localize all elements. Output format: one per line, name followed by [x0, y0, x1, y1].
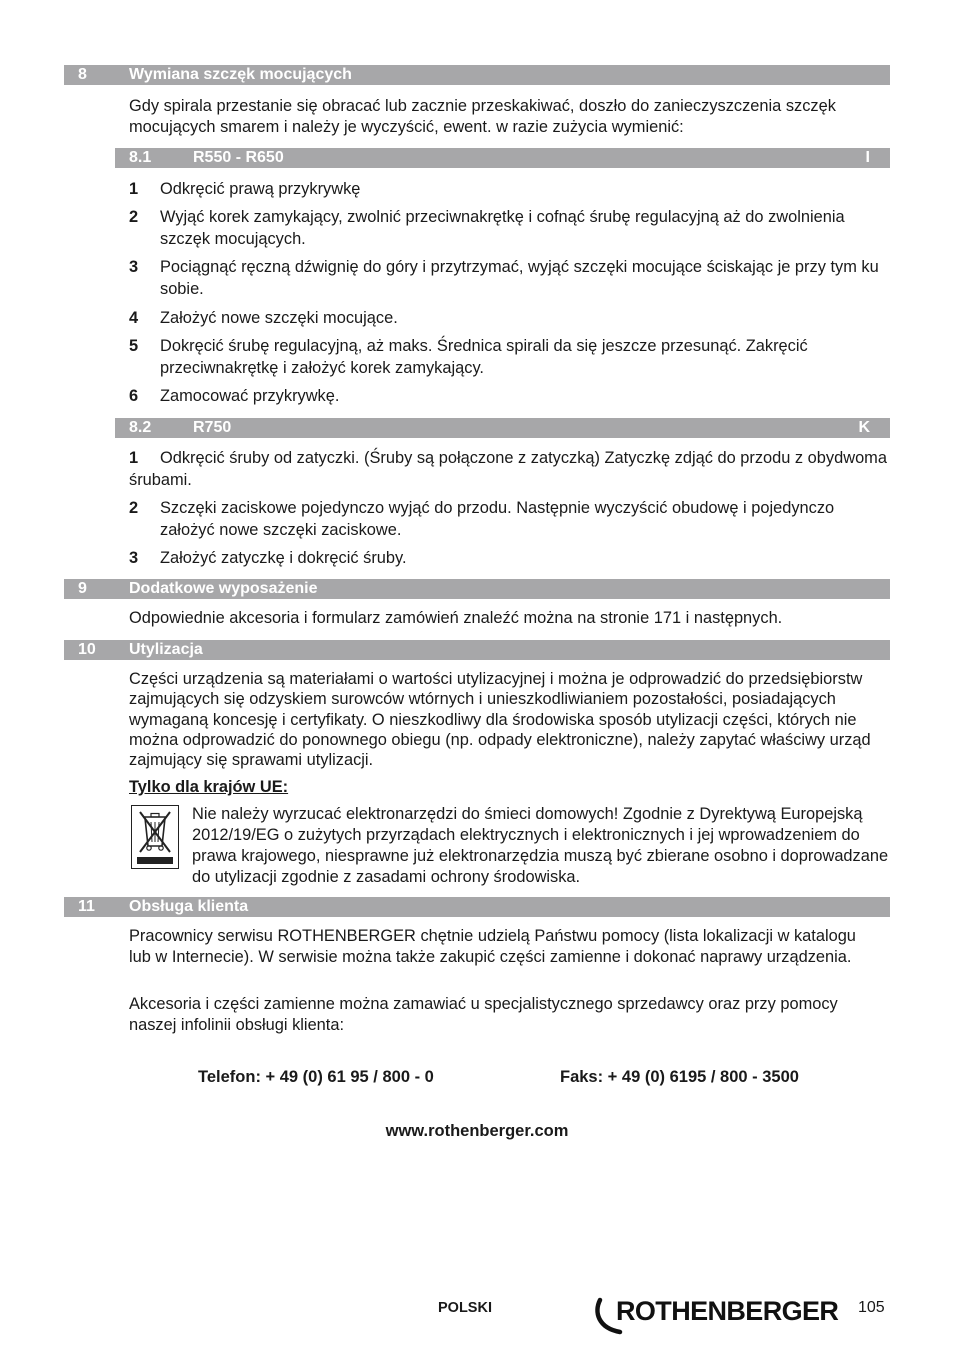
eu-only-heading: Tylko dla krajów UE: [129, 778, 289, 796]
step-item [129, 548, 889, 570]
step-number: 3 [129, 258, 139, 276]
website-link[interactable]: www.rothenberger.com [385, 1122, 569, 1140]
step-item [129, 207, 889, 250]
subsection-number: 8.1 [129, 149, 152, 166]
section-11-text-1: Pracownicy serwisu ROTHENBERGER chętnie udzielą Państwu pomocy (lista lokalizacji w katalogu lub w Internecie). W serwisie można także zakupić części zamienne i dokonać naprawy urządzenia. [129, 927, 856, 966]
section-9-text: Odpowiednie akcesoria i formularz zamówień znaleźć można na stronie 171 i następnych. [129, 609, 783, 627]
section-title: Utylizacja [129, 641, 203, 658]
step-number: 4 [129, 309, 139, 327]
subsection-number: 8.2 [129, 419, 152, 436]
step-number: 2 [129, 499, 139, 517]
figure-reference: I [865, 149, 870, 166]
step-number: 1 [129, 449, 139, 467]
step-text: Odkręcić śruby od zatyczki. (Śruby są połączone z zatyczką) Zatyczkę zdjąć do przodu z obydwoma śrubami. [129, 449, 887, 489]
footer-language: POLSKI [438, 1300, 492, 1316]
crossed-bin-icon [131, 805, 179, 869]
section-8-1-header [115, 148, 890, 168]
figure-reference: K [858, 419, 870, 436]
section-10-text: Części urządzenia są materiałami o wartości utylizacyjnej i można je odprowadzić do przedsiębiorstw zajmujących się odzyskiem surowców wtórnych i unieszkodliwianiem pozostałości, posiadających wymaganą koncesję i certyfikaty. O nieszkodliwy dla środowiska sposób utylizacji części, których nie można odprowadzić do ponownego obiegu (np. odpady elektroniczne), należy zapytać właściwy urząd zajmujący się sprawami utylizacji. [129, 670, 871, 770]
step-number: 2 [129, 208, 139, 226]
section-8-intro: Gdy spirala przestanie się obracać lub zacznie przeskakiwać, doszło do zanieczyszczenia szczęk mocujących smarem i należy je wyczyścić, ewent. w razie zużycia wymienić: [129, 97, 836, 136]
rothenberger-logo [594, 1294, 838, 1336]
step-number: 3 [129, 549, 139, 567]
section-number: 9 [78, 580, 87, 597]
section-11-text-2: Akcesoria i części zamienne można zamawiać u specjalistycznego sprzedawcy oraz przy pomocy naszej infolinii obsługi klienta: [129, 995, 838, 1034]
section-number: 11 [78, 898, 95, 915]
section-title: Obsługa klienta [129, 898, 249, 915]
step-text: Założyć zatyczkę i dokręcić śruby. [160, 549, 407, 567]
step-item [129, 336, 889, 379]
eu-disposal-text: Nie należy wyrzucać elektronarzędzi do śmieci domowych! Zgodnie z Dyrektywą Europejską 2012/19/EG o zużytych przyrządach elektrycznych i elektronicznych i jej wprowadzeniem do prawa krajowego, niesprawne już elektronarzędzia muszą być zbierane osobno i doprowadzane do utylizacji zgodnie z zasadami ochrony środowiska. [192, 805, 889, 886]
step-text: Zamocować przykrywkę. [160, 387, 340, 405]
step-text: Wyjąć korek zamykający, zwolnić przeciwnakrętkę i cofnąć śrubę regulacyjną aż do zwolnienia szczęk mocujących. [160, 208, 845, 248]
step-text: Założyć nowe szczęki mocujące. [160, 309, 398, 327]
logo-wordmark: ROTHENBERGER [616, 1296, 839, 1326]
crossed-bin-icon-graphic [132, 806, 178, 868]
step-text: Szczęki zaciskowe pojedynczo wyjąć do przodu. Następnie wyczyścić obudowę i pojedynczo założyć nowe szczęki zaciskowe. [160, 499, 835, 539]
phone-number: Telefon: + 49 (0) 61 95 / 800 - 0 [198, 1068, 434, 1086]
fax-number: Faks: + 49 (0) 6195 / 800 - 3500 [560, 1068, 799, 1086]
step-number: 1 [129, 180, 139, 198]
section-number: 10 [78, 641, 96, 658]
section-10-header [64, 640, 890, 660]
step-item [129, 448, 889, 491]
step-item [129, 179, 889, 201]
section-8-2-header [115, 418, 890, 438]
section-title: Wymiana szczęk mocujących [129, 66, 352, 83]
step-number: 5 [129, 337, 139, 355]
subsection-title: R750 [193, 419, 232, 436]
step-item [129, 257, 889, 300]
step-text: Dokręcić śrubę regulacyjną, aż maks. Średnica spirali da się jeszcze przesunąć. Zakręcić przeciwnakrętkę i założyć korek zamykający. [160, 337, 808, 377]
subsection-title: R550 - R650 [193, 149, 284, 166]
step-item [129, 308, 889, 330]
section-title: Dodatkowe wyposażenie [129, 580, 318, 597]
page-number: 105 [858, 1299, 885, 1316]
section-9-header [64, 579, 890, 599]
section-11-header [64, 897, 890, 917]
step-number: 6 [129, 387, 139, 405]
section-8-header [64, 65, 890, 85]
step-item [129, 498, 889, 541]
step-item [129, 386, 889, 408]
step-text: Odkręcić prawą przykrywkę [160, 180, 361, 198]
step-text: Pociągnąć ręczną dźwignię do góry i przytrzymać, wyjąć szczęki mocujące ściskając je przy tym ku sobie. [160, 258, 879, 298]
section-number: 8 [78, 66, 87, 83]
